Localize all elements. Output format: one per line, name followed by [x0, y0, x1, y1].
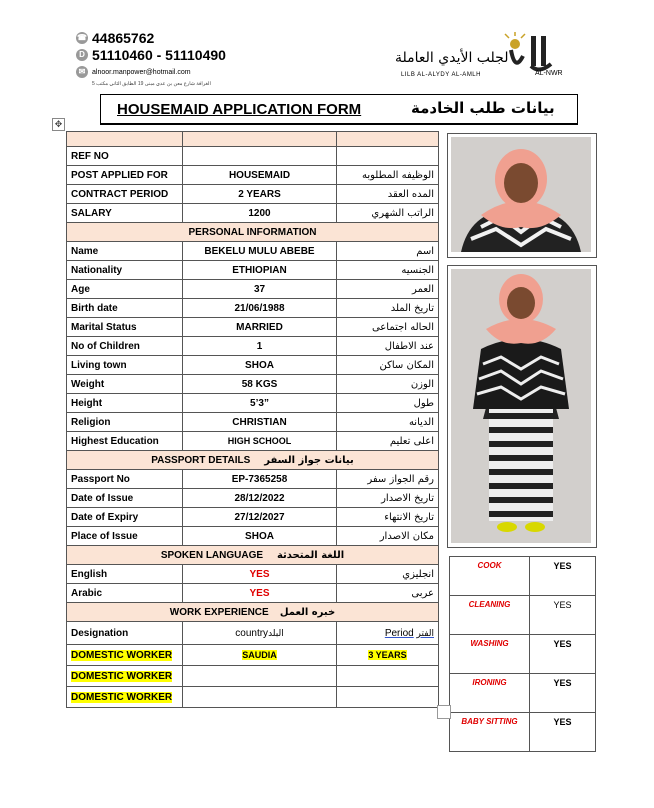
experience-column-header: [67, 622, 439, 645]
arabic-label: Arabic: [67, 584, 183, 603]
skill-baby-sitting-value: YES: [530, 713, 596, 752]
birthdate-value: 21/06/1988: [183, 299, 337, 318]
skill-cleaning-value: YES: [530, 596, 596, 635]
table-row: [67, 432, 439, 451]
passport-section-header: [67, 451, 439, 470]
ref-arabic: [337, 147, 439, 166]
age-label: Age: [67, 280, 183, 299]
phone-icon: ☎: [77, 33, 87, 42]
form-title-english: HOUSEMAID APPLICATION FORM: [117, 101, 362, 118]
experience-designation-cell: [67, 645, 183, 666]
table-row: [67, 147, 439, 166]
post-label: POST APPLIED FOR: [67, 166, 183, 185]
table-row: [67, 375, 439, 394]
language-heading: SPOKEN LANGUAGE: [160, 549, 264, 561]
experience-country: [183, 666, 337, 687]
table-row: [450, 674, 596, 713]
town-arabic: المكان ساكن: [337, 356, 439, 375]
skill-baby-sitting: BABY SITTING: [450, 713, 530, 752]
email: alnoor.manpower@hotmail.com: [92, 68, 191, 76]
experience-heading: WORK EXPERIENCE: [169, 606, 269, 618]
mobile-icon: D: [76, 49, 88, 61]
table-row: [67, 565, 439, 584]
passport-no-arabic: رقم الجواز سفر: [337, 470, 439, 489]
ref-value: [183, 147, 337, 166]
age-arabic: العمر: [337, 280, 439, 299]
experience-designation: DOMESTIC WORKER: [71, 649, 173, 661]
experience-country: SAUDIA: [242, 650, 277, 660]
country-header-cell: [183, 622, 337, 645]
passport-heading-cell: [67, 451, 439, 470]
application-table: [66, 131, 439, 708]
table-row: [67, 584, 439, 603]
post-arabic: الوظيفه المطلوبه: [337, 166, 439, 185]
company-logo: [395, 32, 585, 82]
name-value: BEKELU MULU ABEBE: [183, 242, 337, 261]
form-title-arabic: بيانات طلب الخادمة: [411, 99, 555, 117]
address: الغرافة شارع معن بن عدي مبنى 19 الطابق الثاني مكتب 5: [92, 81, 211, 87]
english-label: English: [67, 565, 183, 584]
english-arabic: انجليزي: [337, 565, 439, 584]
arabic-arabic: عربى: [337, 584, 439, 603]
phone-main: 44865762: [92, 30, 155, 46]
logo-mark-icon: [503, 32, 563, 74]
personal-section-header: [67, 223, 439, 242]
height-label: Height: [67, 394, 183, 413]
name-arabic: اسم: [337, 242, 439, 261]
table-row: [67, 394, 439, 413]
marital-arabic: الحاله اجتماعى: [337, 318, 439, 337]
table-row: [450, 635, 596, 674]
contract-arabic: المده العقد: [337, 185, 439, 204]
email-icon: ✉: [76, 66, 88, 78]
period-header-arabic: الفتر: [416, 628, 434, 639]
table-row: [67, 687, 439, 708]
experience-country-cell: [183, 645, 337, 666]
country-header-arabic: البلد: [268, 628, 284, 639]
headshot-image: [451, 137, 591, 252]
table-row: [67, 299, 439, 318]
experience-heading-cell: [67, 603, 439, 622]
town-value: SHOA: [183, 356, 337, 375]
issue-date-value: 28/12/2022: [183, 489, 337, 508]
birthdate-label: Birth date: [67, 299, 183, 318]
logo-english: LILB AL-ALYDY AL-AMLH: [401, 72, 481, 78]
passport-heading-arabic: بيانات جواز السفر: [264, 454, 354, 466]
experience-country: [183, 687, 337, 708]
education-arabic: اعلى تعليم: [337, 432, 439, 451]
place-issue-label: Place of Issue: [67, 527, 183, 546]
experience-designation: DOMESTIC WORKER: [71, 691, 173, 703]
children-arabic: عند الاطفال: [337, 337, 439, 356]
table-row: [67, 413, 439, 432]
passport-no-label: Passport No: [67, 470, 183, 489]
issue-date-label: Date of Issue: [67, 489, 183, 508]
experience-period-cell: [337, 645, 439, 666]
post-value: HOUSEMAID: [183, 166, 337, 185]
experience-period: 3 YEARS: [368, 650, 407, 660]
table-row: [67, 280, 439, 299]
experience-designation-cell: [67, 666, 183, 687]
marital-label: Marital Status: [67, 318, 183, 337]
expiry-date-arabic: تاريخ الانتهاء: [337, 508, 439, 527]
full-body-photo: [447, 265, 597, 548]
full-body-image: [451, 269, 591, 543]
contact-block: [76, 30, 256, 87]
passport-no-value: EP-7365258: [183, 470, 337, 489]
town-label: Living town: [67, 356, 183, 375]
table-row: [67, 645, 439, 666]
passport-heading: PASSPORT DETAILS: [151, 454, 251, 466]
arabic-value: YES: [183, 584, 337, 603]
expiry-date-value: 27/12/2027: [183, 508, 337, 527]
education-label: Highest Education: [67, 432, 183, 451]
birthdate-arabic: تاريخ الملد: [337, 299, 439, 318]
education-value: HIGH SCHOOL: [183, 432, 337, 451]
english-value: YES: [183, 565, 337, 584]
language-section-header: [67, 546, 439, 565]
nationality-label: Nationality: [67, 261, 183, 280]
marital-value: MARRIED: [183, 318, 337, 337]
table-row: [67, 185, 439, 204]
contract-value: 2 YEARS: [183, 185, 337, 204]
table-row: [450, 596, 596, 635]
experience-period: [337, 666, 439, 687]
religion-label: Religion: [67, 413, 183, 432]
skill-washing-value: YES: [530, 635, 596, 674]
experience-heading-arabic: خبره العمل: [279, 606, 336, 618]
children-value: 1: [183, 337, 337, 356]
table-row: [67, 489, 439, 508]
country-header: country: [235, 627, 269, 639]
experience-designation: DOMESTIC WORKER: [71, 670, 173, 682]
issue-date-arabic: تاريخ الاصدار: [337, 489, 439, 508]
skill-washing: WASHING: [450, 635, 530, 674]
age-value: 37: [183, 280, 337, 299]
religion-arabic: الديانه: [337, 413, 439, 432]
table-row: [67, 166, 439, 185]
table-row: [450, 557, 596, 596]
table-row: [67, 242, 439, 261]
experience-period: [337, 687, 439, 708]
weight-label: Weight: [67, 375, 183, 394]
skill-cleaning: CLEANING: [450, 596, 530, 635]
nationality-arabic: الجنسيه: [337, 261, 439, 280]
name-label: Name: [67, 242, 183, 261]
weight-value: 58 KGS: [183, 375, 337, 394]
period-header: Period: [384, 627, 414, 639]
personal-heading: PERSONAL INFORMATION: [67, 223, 439, 242]
place-issue-arabic: مكان الاصدار: [337, 527, 439, 546]
table-resize-handle[interactable]: [437, 705, 451, 719]
email-row: [76, 64, 256, 80]
ref-label: REF NO: [67, 147, 183, 166]
table-row: [450, 713, 596, 752]
phone-row: [76, 30, 256, 46]
religion-value: CHRISTIAN: [183, 413, 337, 432]
table-row: [67, 666, 439, 687]
salary-arabic: الراتب الشهري: [337, 204, 439, 223]
nationality-value: ETHIOPIAN: [183, 261, 337, 280]
period-header-cell: [337, 622, 439, 645]
table-move-handle-icon[interactable]: ✥: [52, 118, 65, 131]
phone-pair: 51110460 - 51110490: [92, 47, 226, 63]
experience-section-header: [67, 603, 439, 622]
logo-name: AL-NWR: [535, 70, 563, 77]
skill-ironing: IRONING: [450, 674, 530, 713]
designation-header: Designation: [67, 622, 183, 645]
table-row: [67, 470, 439, 489]
mobile-row: [76, 47, 256, 63]
skill-ironing-value: YES: [530, 674, 596, 713]
salary-label: SALARY: [67, 204, 183, 223]
language-heading-arabic: اللغة المتحدثة: [276, 549, 345, 561]
language-heading-cell: [67, 546, 439, 565]
headshot-photo: [447, 133, 597, 258]
logo-arabic: لجلب الأيدي العاملة: [395, 50, 509, 66]
skill-cook: COOK: [450, 557, 530, 596]
skill-cook-value: YES: [530, 557, 596, 596]
children-label: No of Children: [67, 337, 183, 356]
expiry-date-label: Date of Expiry: [67, 508, 183, 527]
place-issue-value: SHOA: [183, 527, 337, 546]
height-value: 5’3”: [183, 394, 337, 413]
contract-label: CONTRACT PERIOD: [67, 185, 183, 204]
skills-table: [449, 556, 596, 752]
salary-value: 1200: [183, 204, 337, 223]
table-top-row: [67, 132, 439, 147]
table-row: [67, 318, 439, 337]
table-row: [67, 508, 439, 527]
table-row: [67, 337, 439, 356]
experience-designation-cell: [67, 687, 183, 708]
table-row: [67, 204, 439, 223]
weight-arabic: الوزن: [337, 375, 439, 394]
height-arabic: طول: [337, 394, 439, 413]
table-row: [67, 356, 439, 375]
table-row: [67, 527, 439, 546]
table-row: [67, 261, 439, 280]
form-title-box: [100, 94, 578, 125]
